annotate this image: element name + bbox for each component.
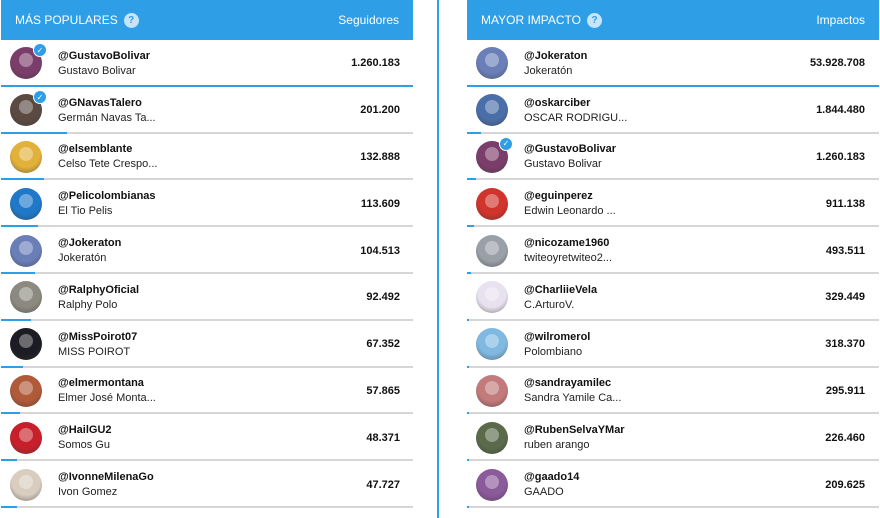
ranking-row[interactable]	[1, 227, 413, 274]
metric-value: 53.928.708	[809, 57, 865, 70]
most-popular-panel	[1, 0, 413, 508]
ranking-row[interactable]	[1, 461, 413, 508]
ranking-row[interactable]	[1, 40, 413, 87]
ranking-row[interactable]	[1, 414, 413, 461]
account-names	[58, 50, 308, 77]
avatar[interactable]	[476, 235, 508, 267]
account-names	[524, 237, 774, 264]
ranking-row[interactable]	[467, 321, 879, 368]
metric-value: 92.492	[366, 291, 400, 304]
account-handle[interactable]: @elmermontana	[58, 377, 144, 390]
account-handle[interactable]: @GustavoBolivar	[524, 143, 617, 156]
account-display-name: ruben arango	[524, 439, 590, 452]
account-handle[interactable]: @RubenSelvaYMar	[524, 424, 625, 437]
avatar[interactable]	[476, 281, 508, 313]
account-names	[58, 190, 308, 217]
share-bar-track	[1, 506, 413, 508]
account-display-name: OSCAR RODRIGU...	[524, 111, 628, 124]
metric-value: 226.460	[825, 431, 865, 444]
ranking-row[interactable]	[1, 180, 413, 227]
account-display-name: C.ArturoV.	[524, 298, 575, 311]
metric-value: 1.844.480	[816, 104, 865, 117]
share-bar-track	[467, 506, 879, 508]
account-handle[interactable]: @RalphyOficial	[58, 283, 140, 296]
account-display-name: Edwin Leonardo ...	[524, 205, 616, 218]
account-handle[interactable]: @HailGU2	[58, 424, 112, 437]
avatar-image	[10, 141, 42, 173]
most-popular-title: MÁS POPULARES	[15, 13, 118, 27]
avatar-image	[10, 235, 42, 267]
account-handle[interactable]: @nicozame1960	[524, 237, 610, 250]
account-names	[524, 50, 774, 77]
metric-value: 113.609	[360, 197, 400, 210]
verified-check-icon: ✓	[33, 43, 47, 57]
most-impact-header	[467, 0, 879, 40]
account-names	[58, 471, 308, 498]
avatar[interactable]	[10, 235, 42, 267]
avatar[interactable]	[476, 375, 508, 407]
account-display-name: Polombiano	[524, 345, 583, 358]
ranking-row[interactable]	[1, 321, 413, 368]
avatar[interactable]	[476, 469, 508, 501]
account-names	[58, 143, 308, 170]
avatar[interactable]	[10, 422, 42, 454]
share-bar-fill	[1, 506, 17, 508]
avatar[interactable]	[10, 94, 42, 126]
account-display-name: Elmer José Monta...	[58, 392, 156, 405]
account-handle[interactable]: @Pelicolombianas	[58, 190, 156, 203]
account-handle[interactable]: @oskarciber	[524, 96, 591, 109]
metric-value: 57.865	[366, 384, 400, 397]
account-handle[interactable]: @CharliieVela	[524, 283, 598, 296]
account-names	[524, 471, 774, 498]
metric-value: 47.727	[366, 478, 400, 491]
account-display-name: Jokeratón	[524, 64, 573, 77]
avatar-image	[476, 422, 508, 454]
metric-value: 48.371	[366, 431, 400, 444]
metric-value: 329.449	[825, 291, 865, 304]
avatar[interactable]	[10, 281, 42, 313]
account-display-name: MISS POIROT	[58, 345, 131, 358]
account-names	[524, 284, 774, 311]
avatar[interactable]	[476, 188, 508, 220]
avatar-image	[476, 281, 508, 313]
ranking-row[interactable]	[1, 274, 413, 321]
followers-column-label: Seguidores	[338, 13, 399, 27]
most-impact-panel	[467, 0, 879, 508]
avatar[interactable]	[476, 94, 508, 126]
help-icon[interactable]: ?	[124, 13, 139, 28]
account-display-name: GAADO	[524, 486, 564, 499]
most-impact-title: MAYOR IMPACTO	[481, 13, 582, 27]
avatar-image	[10, 375, 42, 407]
account-names	[58, 97, 308, 124]
avatar-image	[10, 281, 42, 313]
account-handle[interactable]: @gaado14	[524, 471, 580, 484]
metric-value: 911.138	[825, 197, 865, 210]
account-names	[524, 424, 774, 451]
account-handle[interactable]: @IvonneMilenaGo	[58, 471, 154, 484]
help-icon[interactable]: ?	[587, 13, 602, 28]
account-names	[58, 424, 308, 451]
account-handle[interactable]: @wilromerol	[524, 330, 591, 343]
account-handle[interactable]: @GustavoBolivar	[58, 49, 151, 62]
avatar[interactable]	[10, 328, 42, 360]
ranking-row[interactable]	[467, 180, 879, 227]
ranking-row[interactable]	[1, 134, 413, 181]
avatar-image	[476, 375, 508, 407]
account-handle[interactable]: @eguinperez	[524, 190, 593, 203]
avatar[interactable]	[10, 141, 42, 173]
ranking-row[interactable]	[467, 87, 879, 134]
account-names	[58, 237, 308, 264]
ranking-row[interactable]	[467, 274, 879, 321]
verified-check-icon: ✓	[33, 90, 47, 104]
metric-value: 132.888	[360, 150, 400, 163]
metric-value: 493.511	[825, 244, 865, 257]
impacts-column-label: Impactos	[816, 13, 865, 27]
ranking-row[interactable]	[467, 40, 879, 87]
account-handle[interactable]: @Jokeraton	[524, 49, 588, 62]
account-handle[interactable]: @GNavasTalero	[58, 96, 142, 109]
account-names	[58, 331, 308, 358]
ranking-row[interactable]	[1, 87, 413, 134]
metric-value: 318.370	[825, 338, 865, 351]
account-names	[524, 97, 774, 124]
account-handle[interactable]: @elsemblante	[58, 143, 133, 156]
metric-value: 104.513	[360, 244, 400, 257]
avatar-image	[10, 328, 42, 360]
avatar[interactable]	[10, 469, 42, 501]
avatar-image	[10, 469, 42, 501]
share-bar-fill	[467, 506, 469, 508]
account-display-name: Jokeratón	[58, 252, 107, 265]
account-handle[interactable]: @sandrayamilec	[524, 377, 612, 390]
account-names	[524, 377, 774, 404]
metric-value: 67.352	[366, 338, 400, 351]
account-handle[interactable]: @MissPoirot07	[58, 330, 138, 343]
account-display-name: Gustavo Bolivar	[58, 64, 136, 77]
ranking-row[interactable]	[1, 368, 413, 415]
ranking-row[interactable]	[467, 227, 879, 274]
avatar-image	[10, 188, 42, 220]
metric-value: 1.260.183	[351, 57, 400, 70]
account-display-name: Ralphy Polo	[58, 298, 118, 311]
most-popular-header	[1, 0, 413, 40]
avatar[interactable]	[10, 47, 42, 79]
account-names	[524, 190, 774, 217]
metric-value: 209.625	[825, 478, 865, 491]
account-display-name: twiteoyretwiteo2...	[524, 252, 613, 265]
most-impact-list	[467, 40, 879, 508]
metric-value: 201.200	[360, 104, 400, 117]
ranking-row[interactable]	[467, 414, 879, 461]
account-names	[524, 143, 774, 170]
avatar[interactable]	[10, 188, 42, 220]
verified-check-icon: ✓	[499, 137, 513, 151]
account-display-name: Sandra Yamile Ca...	[524, 392, 622, 405]
avatar-image	[476, 47, 508, 79]
account-display-name: Somos Gu	[58, 439, 110, 452]
avatar-image	[476, 188, 508, 220]
avatar-image	[476, 328, 508, 360]
panel-divider	[437, 0, 439, 518]
avatar[interactable]	[476, 422, 508, 454]
account-display-name: Gustavo Bolivar	[524, 158, 602, 171]
account-display-name: Germán Navas Ta...	[58, 111, 156, 124]
avatar[interactable]	[10, 375, 42, 407]
metric-value: 1.260.183	[816, 150, 865, 163]
account-handle[interactable]: @Jokeraton	[58, 237, 122, 250]
account-display-name: El Tio Pelis	[58, 205, 113, 218]
avatar[interactable]	[476, 47, 508, 79]
account-names	[58, 284, 308, 311]
avatar-image	[476, 94, 508, 126]
avatar[interactable]	[476, 141, 508, 173]
most-popular-list	[1, 40, 413, 508]
account-names	[524, 331, 774, 358]
ranking-row[interactable]	[467, 134, 879, 181]
ranking-row[interactable]	[467, 461, 879, 508]
avatar-image	[10, 422, 42, 454]
avatar-image	[476, 469, 508, 501]
avatar[interactable]	[476, 328, 508, 360]
account-display-name: Celso Tete Crespo...	[58, 158, 158, 171]
metric-value: 295.911	[825, 384, 865, 397]
account-display-name: Ivon Gomez	[58, 486, 118, 499]
ranking-row[interactable]	[467, 368, 879, 415]
account-names	[58, 377, 308, 404]
avatar-image	[476, 235, 508, 267]
